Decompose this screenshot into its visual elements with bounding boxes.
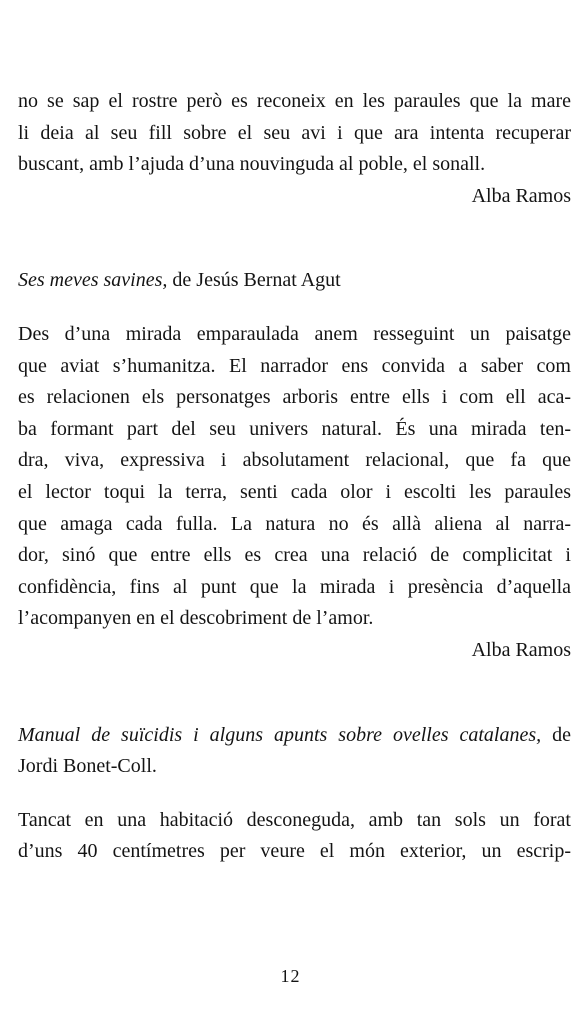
body-line: Des d’una mirada emparaulada anem resseguint un paisatge — [18, 322, 571, 345]
body-line: es relacionen els personatges arboris entre ells i com ell aca- — [18, 386, 571, 409]
body-line: dor, sinó que entre ells es crea una relació de complicitat i — [18, 544, 571, 567]
body-line: confidència, fins al punt que la mirada i presència d’aquella — [18, 575, 571, 598]
book-author-prefix: de — [541, 723, 571, 746]
body-line: ba formant part del seu univers natural. És una mirada ten- — [18, 417, 571, 440]
body-line: l’acompanyen en el descobriment de l’amor. — [18, 607, 374, 630]
book-author: de Jesús Bernat Agut — [167, 269, 341, 292]
book-title: Manual de suïcidis i alguns apunts sobre ovelles catalanes, — [18, 723, 542, 746]
body-line: Tancat en una habitació desconeguda, amb tan sols un forat — [18, 808, 571, 831]
body-line: no se sap el rostre però es reconeix en les paraules que la mare — [18, 90, 571, 112]
body-line: d’uns 40 centímetres per veure el món exterior, un escrip- — [18, 840, 571, 863]
review-title — [18, 720, 571, 752]
body-line: dra, viva, expressiva i absolutament relacional, que fa que — [18, 449, 571, 472]
review-signature: Alba Ramos — [471, 184, 571, 207]
page-number: 12 — [280, 966, 301, 986]
review-3 — [18, 720, 571, 868]
review-1 — [18, 86, 571, 212]
book-author: Jordi Bonet-Coll. — [18, 755, 157, 778]
body-line: el lector toqui la terra, senti cada olor i escolti les paraules — [18, 480, 571, 503]
body-line: buscant, amb l’ajuda d’una nouvinguda al poble, el sonall. — [18, 153, 486, 176]
body-line: li deia al seu fill sobre el seu avi i que ara intenta recuperar — [18, 121, 571, 144]
body-line: que amaga cada fulla. La natura no és allà aliena al narra- — [18, 512, 571, 535]
review-2 — [18, 265, 571, 666]
body-line: que aviat s’humanitza. El narrador ens convida a saber com — [18, 354, 571, 377]
book-title: Ses meves savines, — [18, 269, 168, 292]
review-signature: Alba Ramos — [471, 638, 571, 661]
page-body — [18, 86, 571, 868]
review-title — [18, 265, 571, 297]
